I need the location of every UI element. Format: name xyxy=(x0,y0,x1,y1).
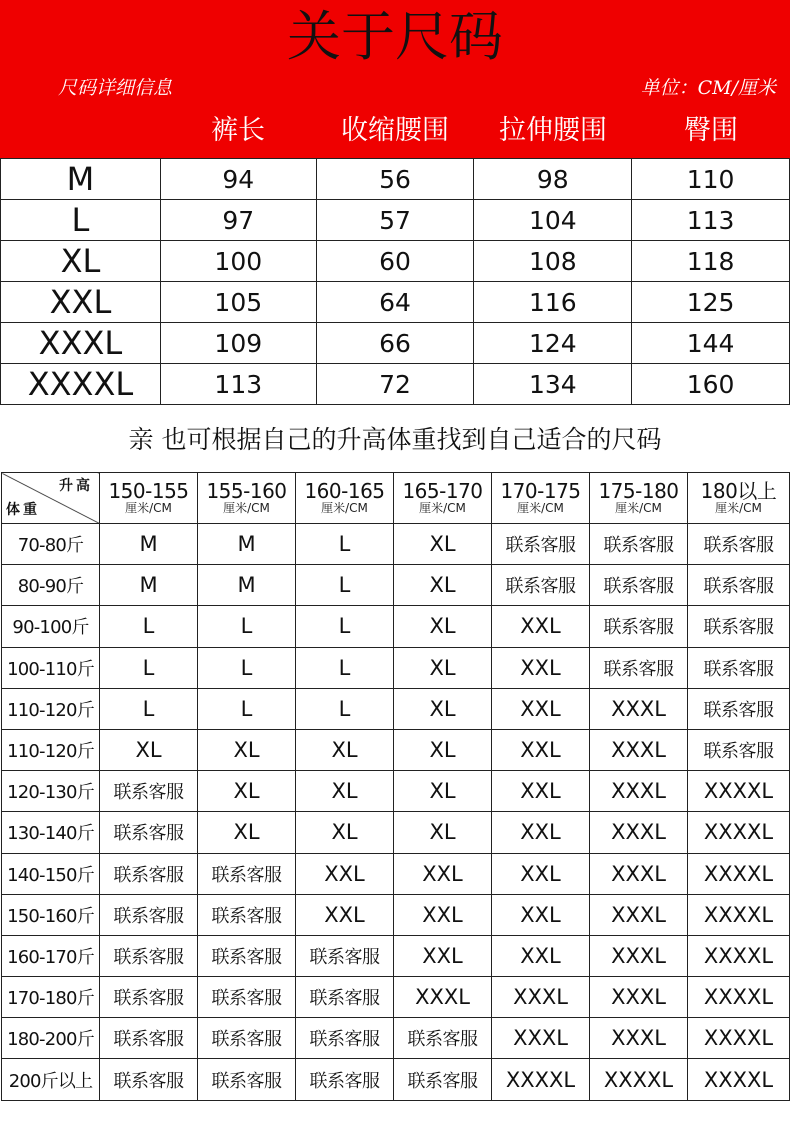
weight-range: 150-160斤 xyxy=(2,894,100,935)
recommended-size-cell: XXXL xyxy=(590,688,688,729)
weight-range: 120-130斤 xyxy=(2,771,100,812)
recommended-size-cell: XXXL xyxy=(590,935,688,976)
recommended-size-cell: XL xyxy=(198,771,296,812)
measurement-cell: 110 xyxy=(632,159,790,200)
recommended-size-cell: XXXXL xyxy=(688,977,790,1018)
recommended-size-cell: XXXXL xyxy=(492,1059,590,1100)
recommended-size-cell: XXL xyxy=(492,812,590,853)
size-label: XXXXL xyxy=(1,364,161,405)
recommended-size-cell: XXL xyxy=(492,606,590,647)
corner-weight-label: 体重 xyxy=(6,502,40,519)
weight-row xyxy=(2,935,790,976)
measurement-cell: 144 xyxy=(632,323,790,364)
recommended-size-cell: 联系客服 xyxy=(296,935,394,976)
recommended-size-cell: 联系客服 xyxy=(590,647,688,688)
recommended-size-cell: 联系客服 xyxy=(198,1018,296,1059)
recommended-size-cell: L xyxy=(296,606,394,647)
recommended-size-cell: XL xyxy=(394,647,492,688)
recommended-size-cell: 联系客服 xyxy=(100,812,198,853)
weight-range: 180-200斤 xyxy=(2,1018,100,1059)
recommended-size-cell: XL xyxy=(296,771,394,812)
measurement-cell: 104 xyxy=(474,200,632,241)
recommended-size-cell: 联系客服 xyxy=(688,729,790,770)
recommended-size-cell: M xyxy=(100,565,198,606)
height-range-header xyxy=(688,473,790,524)
height-unit: 厘米/CM xyxy=(419,501,466,516)
size-row xyxy=(1,241,790,282)
recommended-size-cell: XL xyxy=(198,729,296,770)
recommended-size-cell: 联系客服 xyxy=(492,524,590,565)
measurement-cell: 160 xyxy=(632,364,790,405)
measurement-cell: 134 xyxy=(474,364,632,405)
weight-range: 200斤以上 xyxy=(2,1059,100,1100)
recommended-size-cell: XXXXL xyxy=(590,1059,688,1100)
chart-header-row xyxy=(2,473,790,524)
recommended-size-cell: 联系客服 xyxy=(688,647,790,688)
recommended-size-cell: 联系客服 xyxy=(296,1018,394,1059)
corner-cell xyxy=(2,473,100,524)
recommended-size-cell: M xyxy=(100,524,198,565)
recommended-size-cell: XL xyxy=(394,565,492,606)
height-range: 150-155 xyxy=(108,479,189,504)
height-range: 160-165 xyxy=(304,479,385,504)
height-unit: 厘米/CM xyxy=(321,501,368,516)
measurement-cell: 109 xyxy=(160,323,316,364)
weight-range: 170-180斤 xyxy=(2,977,100,1018)
measurement-cell: 125 xyxy=(632,282,790,323)
size-guide-caption: 亲 也可根据自己的升高体重找到自己适合的尺码 xyxy=(128,425,662,454)
recommended-size-cell: L xyxy=(100,647,198,688)
recommended-size-cell: XL xyxy=(198,812,296,853)
measurement-cell: 113 xyxy=(632,200,790,241)
measurement-cell: 116 xyxy=(474,282,632,323)
size-measurement-table xyxy=(0,158,790,405)
recommended-size-cell: XXXXL xyxy=(688,935,790,976)
measurement-cell: 57 xyxy=(316,200,474,241)
height-range-header xyxy=(296,473,394,524)
recommended-size-cell: 联系客服 xyxy=(492,565,590,606)
recommended-size-cell: XXL xyxy=(492,894,590,935)
recommended-size-cell: XXXL xyxy=(590,771,688,812)
weight-row xyxy=(2,771,790,812)
weight-row xyxy=(2,894,790,935)
unit-label: 单位：CM/厘米 xyxy=(640,77,776,99)
recommended-size-cell: XXXL xyxy=(590,1018,688,1059)
height-unit: 厘米/CM xyxy=(223,501,270,516)
recommended-size-cell: L xyxy=(198,688,296,729)
measurement-cell: 108 xyxy=(474,241,632,282)
recommended-size-cell: 联系客服 xyxy=(688,688,790,729)
recommended-size-cell: XXL xyxy=(492,688,590,729)
recommended-size-cell: 联系客服 xyxy=(100,977,198,1018)
header-relaxed-waist: 收缩腰围 xyxy=(341,115,449,146)
weight-row xyxy=(2,729,790,770)
measurement-cell: 56 xyxy=(316,159,474,200)
recommended-size-cell: L xyxy=(100,606,198,647)
height-unit: 厘米/CM xyxy=(715,501,762,516)
recommended-size-cell: XL xyxy=(394,524,492,565)
weight-row xyxy=(2,688,790,729)
corner-height-label: 升高 xyxy=(59,478,93,494)
size-row xyxy=(1,282,790,323)
weight-range: 80-90斤 xyxy=(2,565,100,606)
recommended-size-cell: XXXL xyxy=(394,977,492,1018)
recommended-size-cell: 联系客服 xyxy=(590,565,688,606)
recommended-size-cell: 联系客服 xyxy=(198,977,296,1018)
recommended-size-cell: XL xyxy=(394,812,492,853)
measurement-cell: 97 xyxy=(160,200,316,241)
weight-range: 110-120斤 xyxy=(2,729,100,770)
recommended-size-cell: XXL xyxy=(394,853,492,894)
recommended-size-cell: 联系客服 xyxy=(100,1059,198,1100)
recommended-size-cell: L xyxy=(296,688,394,729)
weight-range: 160-170斤 xyxy=(2,935,100,976)
recommended-size-cell: XL xyxy=(394,606,492,647)
measurement-cell: 105 xyxy=(160,282,316,323)
height-range-header xyxy=(492,473,590,524)
recommended-size-cell: 联系客服 xyxy=(590,606,688,647)
recommended-size-cell: XXXXL xyxy=(688,894,790,935)
recommended-size-cell: XXXL xyxy=(492,977,590,1018)
measurement-cell: 64 xyxy=(316,282,474,323)
size-row xyxy=(1,323,790,364)
height-range-header xyxy=(198,473,296,524)
recommended-size-cell: L xyxy=(296,524,394,565)
height-range: 155-160 xyxy=(206,479,287,504)
weight-row xyxy=(2,565,790,606)
header-pant-length: 裤长 xyxy=(211,115,265,146)
recommended-size-cell: XL xyxy=(296,729,394,770)
recommended-size-cell: 联系客服 xyxy=(100,1018,198,1059)
height-unit: 厘米/CM xyxy=(125,501,172,516)
recommended-size-cell: M xyxy=(198,524,296,565)
height-range: 165-170 xyxy=(402,479,483,504)
recommended-size-cell: 联系客服 xyxy=(100,853,198,894)
recommended-size-cell: XXXXL xyxy=(688,812,790,853)
recommended-size-cell: XL xyxy=(394,688,492,729)
weight-range: 70-80斤 xyxy=(2,524,100,565)
recommended-size-cell: 联系客服 xyxy=(296,977,394,1018)
height-unit: 厘米/CM xyxy=(615,501,662,516)
weight-range: 140-150斤 xyxy=(2,853,100,894)
size-label: XXL xyxy=(1,282,161,323)
weight-row xyxy=(2,647,790,688)
weight-range: 130-140斤 xyxy=(2,812,100,853)
height-unit: 厘米/CM xyxy=(517,501,564,516)
recommended-size-cell: XL xyxy=(394,771,492,812)
recommended-size-cell: 联系客服 xyxy=(198,853,296,894)
height-range-header xyxy=(100,473,198,524)
recommended-size-cell: 联系客服 xyxy=(198,1059,296,1100)
size-table-header xyxy=(0,104,790,158)
size-row xyxy=(1,364,790,405)
recommended-size-cell: 联系客服 xyxy=(394,1059,492,1100)
header-stretched-waist: 拉伸腰围 xyxy=(499,115,607,146)
size-detail-label: 尺码详细信息 xyxy=(58,77,173,99)
recommended-size-cell: 联系客服 xyxy=(688,524,790,565)
title-banner xyxy=(0,0,790,104)
height-range-header xyxy=(394,473,492,524)
recommended-size-cell: 联系客服 xyxy=(688,606,790,647)
measurement-cell: 98 xyxy=(474,159,632,200)
recommended-size-cell: 联系客服 xyxy=(198,894,296,935)
recommended-size-cell: XL xyxy=(100,729,198,770)
recommended-size-cell: XXXXL xyxy=(688,1018,790,1059)
measurement-cell: 72 xyxy=(316,364,474,405)
recommended-size-cell: XXL xyxy=(492,853,590,894)
recommended-size-cell: XXXL xyxy=(590,812,688,853)
height-weight-size-chart xyxy=(1,472,790,1101)
size-label: XL xyxy=(1,241,161,282)
height-range: 170-175 xyxy=(500,479,581,504)
recommended-size-cell: 联系客服 xyxy=(394,1018,492,1059)
recommended-size-cell: XXXL xyxy=(590,977,688,1018)
recommended-size-cell: XXL xyxy=(492,771,590,812)
recommended-size-cell: XXXL xyxy=(492,1018,590,1059)
recommended-size-cell: 联系客服 xyxy=(100,935,198,976)
recommended-size-cell: 联系客服 xyxy=(688,565,790,606)
measurement-cell: 94 xyxy=(160,159,316,200)
measurement-cell: 113 xyxy=(160,364,316,405)
recommended-size-cell: L xyxy=(198,647,296,688)
weight-row xyxy=(2,853,790,894)
recommended-size-cell: XXL xyxy=(492,729,590,770)
recommended-size-cell: L xyxy=(296,565,394,606)
measurement-cell: 66 xyxy=(316,323,474,364)
recommended-size-cell: XXL xyxy=(492,935,590,976)
recommended-size-cell: 联系客服 xyxy=(100,894,198,935)
size-label: M xyxy=(1,159,161,200)
recommended-size-cell: XXXXL xyxy=(688,1059,790,1100)
recommended-size-cell: L xyxy=(198,606,296,647)
size-label: XXXL xyxy=(1,323,161,364)
recommended-size-cell: XXL xyxy=(296,853,394,894)
size-row xyxy=(1,159,790,200)
measurement-cell: 100 xyxy=(160,241,316,282)
recommended-size-cell: XXL xyxy=(394,935,492,976)
recommended-size-cell: 联系客服 xyxy=(296,1059,394,1100)
recommended-size-cell: XXXL xyxy=(590,894,688,935)
size-row xyxy=(1,200,790,241)
recommended-size-cell: XL xyxy=(296,812,394,853)
measurement-cell: 60 xyxy=(316,241,474,282)
weight-range: 100-110斤 xyxy=(2,647,100,688)
page-title: 关于尺码 xyxy=(287,5,503,68)
height-range-header xyxy=(590,473,688,524)
weight-range: 110-120斤 xyxy=(2,688,100,729)
recommended-size-cell: XXXXL xyxy=(688,853,790,894)
recommended-size-cell: XXXL xyxy=(590,853,688,894)
measurement-cell: 124 xyxy=(474,323,632,364)
weight-row xyxy=(2,606,790,647)
weight-row xyxy=(2,977,790,1018)
weight-row xyxy=(2,1059,790,1100)
height-range: 180以上 xyxy=(700,479,777,504)
recommended-size-cell: XXXL xyxy=(590,729,688,770)
recommended-size-cell: XXL xyxy=(394,894,492,935)
header-hip: 臀围 xyxy=(684,115,738,146)
recommended-size-cell: XXL xyxy=(296,894,394,935)
recommended-size-cell: XXXXL xyxy=(688,771,790,812)
weight-range: 90-100斤 xyxy=(2,606,100,647)
recommended-size-cell: 联系客服 xyxy=(590,524,688,565)
weight-row xyxy=(2,524,790,565)
measurement-cell: 118 xyxy=(632,241,790,282)
weight-row xyxy=(2,812,790,853)
size-label: L xyxy=(1,200,161,241)
recommended-size-cell: 联系客服 xyxy=(100,771,198,812)
recommended-size-cell: L xyxy=(100,688,198,729)
weight-row xyxy=(2,1018,790,1059)
recommended-size-cell: XXL xyxy=(492,647,590,688)
recommended-size-cell: XL xyxy=(394,729,492,770)
recommended-size-cell: M xyxy=(198,565,296,606)
recommended-size-cell: L xyxy=(296,647,394,688)
recommended-size-cell: 联系客服 xyxy=(198,935,296,976)
height-range: 175-180 xyxy=(598,479,679,504)
